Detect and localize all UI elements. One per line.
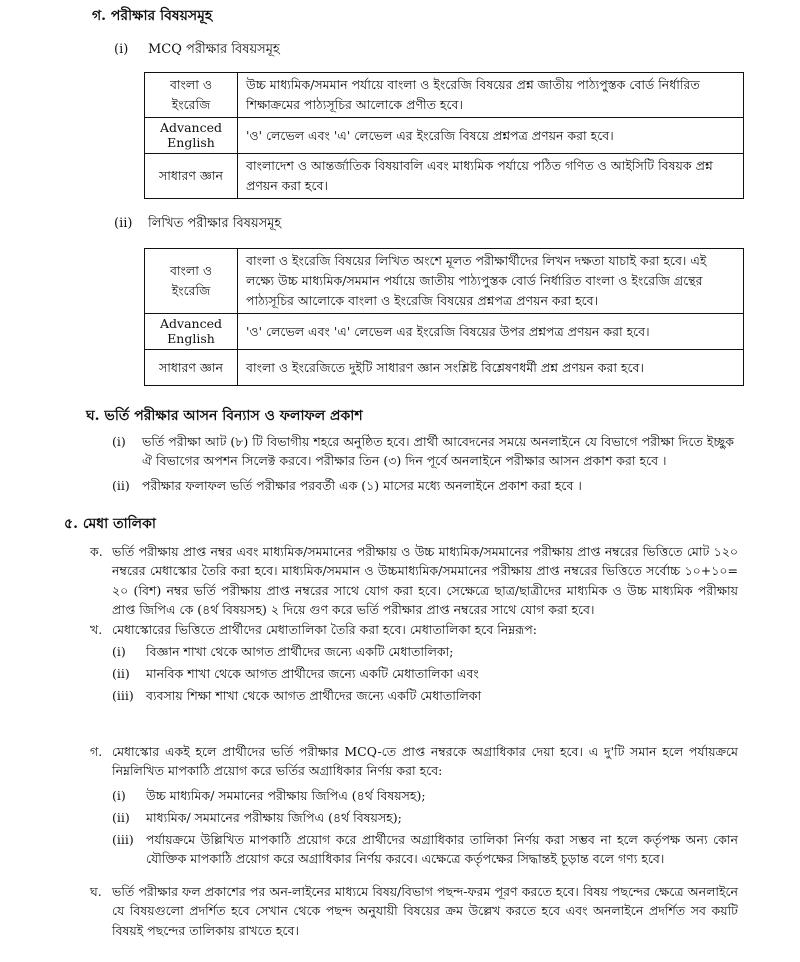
list-item: উচ্চ মাধ্যমিক/ সমমানের পরীক্ষায় জিপিএ (৪র্থ বিষয়সহ); xyxy=(146,788,426,803)
item-ka-label: ক. xyxy=(90,544,103,559)
list-item: মাধ্যমিক/ সমমানের পরীক্ষায় জিপিএ (৪র্থ বিষয়সহ); xyxy=(146,810,402,825)
list-item: পরীক্ষার ফলাফল ভর্তি পরীক্ষার পরবর্তী এক (১) মাসের মধ্যে অনলাইনে প্রকাশ করা হবে । xyxy=(142,478,582,493)
mcq-title: MCQ পরীক্ষার বিষয়সমূহ xyxy=(148,42,280,57)
section-gha-heading: ঘ. ভর্তি পরীক্ষার আসন বিন্যাস ও ফলাফল প্রকাশ xyxy=(86,408,363,424)
item-ga-text: মেধাস্কোর একই হলে প্রার্থীদের ভর্তি পরীক্ষার MCQ-তে প্রাপ্ত নম্বরকে অগ্রাধিকার দেয়া হবে। এ দু'টি সমান হলে পর্যায়ক্রমে নিম্নলিখিত মাপকাঠি প্রয়োগ করে ভর্তির অগ্রাধিকার নির্ণয় করা হবে: xyxy=(112,744,738,779)
written-subheading xyxy=(114,214,281,234)
description-cell: বাংলা ও ইংরেজিতে দুইটি সাধারণ জ্ঞান সংশ্লিষ্ট বিশ্লেষণধর্মী প্রশ্ন প্রণয়ন করা হবে। xyxy=(238,350,744,386)
section-5-heading: ৫. মেধা তালিকা xyxy=(64,516,156,532)
section-ga-heading: গ. পরীক্ষার বিষয়সমূহ xyxy=(92,8,213,24)
list-item: বিজ্ঞান শাখা থেকে আগত প্রার্থীদের জন্যে একটি মেধাতালিকা; xyxy=(146,644,454,659)
item-gha-text: ভর্তি পরীক্ষার ফল প্রকাশের পর অন-লাইনের মাধ্যমে বিষয়/বিভাগ পছন্দ-ফরম পূরণ করতে হবে। বিষয় পছন্দের ক্ষেত্রে অনলাইনে যে বিষয়গুলো প্রদর্শিত হবে সেখান থেকে পছন্দ অনুযায়ী বিষয়ের ক্রম উল্লেখ করতে হবে এবং অনলাইনে প্রদর্শিত সব কয়টি বিষয়ই পছন্দের তালিকায় রাখতে হবে। xyxy=(112,884,738,938)
description-cell: 'ও' লেভেল এবং 'এ' লেভেল এর ইংরেজি বিষয়ে প্রশ্নপত্র প্রণয়ন করা হবে। xyxy=(238,118,744,154)
subject-cell: বাংলা ও ইংরেজি xyxy=(145,249,238,314)
list-item-label: (iii) xyxy=(112,688,134,703)
list-item: ব্যবসায় শিক্ষা শাখা থেকে আগত প্রার্থীদের জন্যে একটি মেধাতালিকা xyxy=(146,688,482,703)
list-item-label: (i) xyxy=(112,788,126,803)
table-row xyxy=(145,154,744,199)
subject-cell: সাধারণ জ্ঞান xyxy=(145,154,238,199)
written-subjects-table xyxy=(144,248,744,386)
mcq-subheading xyxy=(114,40,280,60)
table-row xyxy=(145,314,744,350)
item-ga-label: গ. xyxy=(90,744,103,759)
item-ka-text: ভর্তি পরীক্ষায় প্রাপ্ত নম্বর এবং মাধ্যমিক/সমমানের পরীক্ষায় ও উচ্চ মাধ্যমিক/সমমানের পরীক্ষায় প্রাপ্ত নম্বরের ভিত্তিতে মোট ১২০ নম্বরের মেধাস্কোর তৈরি করা হবে। মাধ্যমিক/সমমান ও উচ্চমাধ্যমিক/সমমানের পরীক্ষায় প্রাপ্ত নম্বরের ভিত্তিতে সর্বোচ্চ ১০+১০= ২০ (বিশ) নম্বর ভর্তি পরীক্ষায় প্রাপ্ত নম্বরের সাথে যোগ করা হবে। সেক্ষেত্রে ছাত্র/ছাত্রীদের মাধ্যমিক ও উচ্চ মাধ্যমিক পরীক্ষায় প্রাপ্ত জিপিএ কে (৪র্থ বিষয়সহ) ২ দিয়ে গুণ করে ভর্তি পরীক্ষার প্রাপ্ত নম্বরের সাথে যোগ করা হবে। xyxy=(112,544,738,618)
item-kha-text: মেধাস্কোরের ভিত্তিতে প্রার্থীদের মেধাতালিকা তৈরি করা হবে। মেধাতালিকা হবে নিম্নরূপ: xyxy=(112,622,537,637)
mcq-label: (i) xyxy=(114,42,129,57)
table-row xyxy=(145,249,744,314)
subject-cell: Advanced English xyxy=(145,314,238,350)
subject-cell: সাধারণ জ্ঞান xyxy=(145,350,238,386)
list-item-label: (ii) xyxy=(112,478,130,493)
table-row xyxy=(145,118,744,154)
item-gha-label: ঘ. xyxy=(90,884,102,899)
description-cell: 'ও' লেভেল এবং 'এ' লেভেল এর ইংরেজি বিষয়ের উপর প্রশ্নপত্র প্রণয়ন করা হবে। xyxy=(238,314,744,350)
description-cell: বাংলাদেশ ও আন্তর্জাতিক বিষয়াবলি এবং মাধ্যমিক পর্যায়ে পঠিত গণিত ও আইসিটি বিষয়ক প্রশ্ন প্রণয়ন করা হবে। xyxy=(238,154,744,199)
table-row xyxy=(145,350,744,386)
list-item-label: (ii) xyxy=(112,810,130,825)
subject-cell: Advanced English xyxy=(145,118,238,154)
description-cell: বাংলা ও ইংরেজি বিষয়ের লিখিত অংশে মূলত পরীক্ষার্থীদের লিখন দক্ষতা যাচাই করা হবে। এই লক্ষ্যে উচ্চ মাধ্যমিক/সমমান পর্যায়ে জাতীয় পাঠ্যপুস্তক বোর্ড নির্ধারিত বাংলা ও ইংরেজি গ্রন্থের পাঠ্যসূচির আলোকে বাংলা ও ইংরেজি বিষয়ের প্রশ্নপত্র প্রণয়ন করা হবে। xyxy=(238,249,744,314)
item-kha-label: খ. xyxy=(90,622,103,637)
list-item-label: (i) xyxy=(112,644,126,659)
list-item: ভর্তি পরীক্ষা আট (৮) টি বিভাগীয় শহরে অনুষ্ঠিত হবে। প্রার্থী আবেদনের সময়ে অনলাইনে যে বিভাগে পরীক্ষা দিতে ইচ্ছুক ঐ বিভাগের অপশন সিলেক্ট করবে। পরীক্ষার তিন (৩) দিন পূর্বে অনলাইনে পরীক্ষার আসন প্রকাশ করা হবে । xyxy=(142,434,734,469)
written-title: লিখিত পরীক্ষার বিষয়সমূহ xyxy=(148,216,282,231)
table-row xyxy=(145,73,744,118)
list-item-label: (iii) xyxy=(112,832,134,847)
mcq-subjects-table xyxy=(144,72,744,199)
list-item-label: (ii) xyxy=(112,666,130,681)
list-item-label: (i) xyxy=(112,434,126,449)
written-label: (ii) xyxy=(114,216,133,231)
subject-cell: বাংলা ও ইংরেজি xyxy=(145,73,238,118)
list-item: পর্যায়ক্রমে উল্লিখিত মাপকাঠি প্রয়োগ করে প্রার্থীদের অগ্রাধিকার তালিকা নির্ণয় করা সম্ভব না হলে কর্তৃপক্ষ অন্য কোন যৌক্তিক মাপকাঠি প্রয়োগ করে অগ্রাধিকার নির্ণয় করবে। এক্ষেত্রে কর্তৃপক্ষের সিদ্ধান্তই চূড়ান্ত বলে গণ্য হবে। xyxy=(146,832,738,867)
description-cell: উচ্চ মাধ্যমিক/সমমান পর্যায়ে বাংলা ও ইংরেজি বিষয়ের প্রশ্ন জাতীয় পাঠ্যপুস্তক বোর্ড নির্ধারিত শিক্ষাক্রমের পাঠ্যসূচির আলোকে প্রণীত হবে। xyxy=(238,73,744,118)
list-item: মানবিক শাখা থেকে আগত প্রার্থীদের জন্যে একটি মেধাতালিকা এবং xyxy=(146,666,479,681)
